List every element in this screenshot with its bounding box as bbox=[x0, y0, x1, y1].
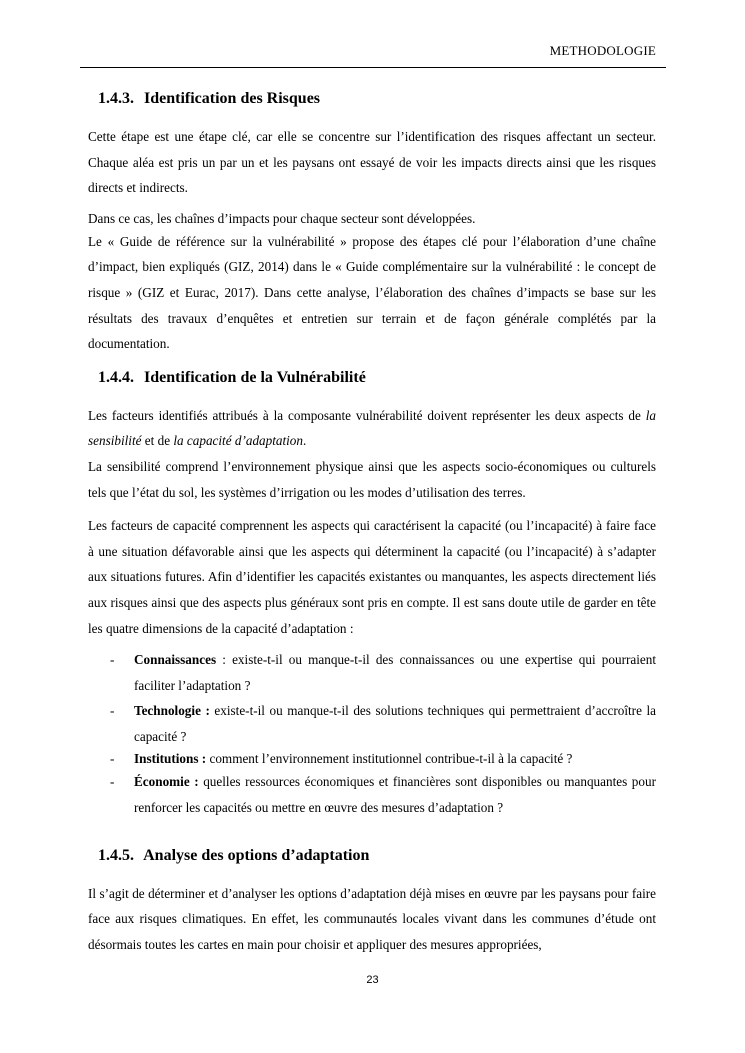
page-number: 23 bbox=[366, 974, 379, 986]
list-term: Connaissances bbox=[134, 652, 217, 668]
text-run: Les facteurs identifiés attribués à la composante vulnérabilité doivent représenter les deux aspects de bbox=[88, 407, 646, 423]
list-dash: - bbox=[110, 652, 115, 668]
header-rule bbox=[80, 67, 666, 68]
page-content bbox=[88, 88, 656, 957]
heading-title: Identification des Risques bbox=[144, 90, 321, 107]
paragraph: Dans ce cas, les chaînes d’impacts pour chaque secteur sont développées. bbox=[88, 210, 476, 226]
list-term: Institutions : bbox=[134, 751, 207, 767]
heading-1-4-4 bbox=[88, 367, 656, 389]
text-run: et de bbox=[141, 433, 174, 449]
dimensions-list bbox=[88, 647, 656, 821]
emphasis-sensibilite: la sensibilité bbox=[88, 407, 656, 449]
heading-title: Identification de la Vulnérabilité bbox=[144, 368, 366, 386]
paragraph: Cette étape est une étape clé, car elle se concentre sur l’identification des risques affectant un secteur. Chaque aléa est pris un par un et les paysans ont essayé de voir les impacts directs ainsi que les risques directs et indirects. bbox=[88, 129, 656, 196]
list-text: quelles ressources économiques et financières sont disponibles ou manquantes pour renforcer les capacités ou mettre en œuvre des mesures d’adaptation ? bbox=[134, 774, 656, 816]
list-dash: - bbox=[110, 774, 115, 790]
list-dash: - bbox=[110, 703, 115, 719]
list-item bbox=[88, 769, 656, 820]
heading-title: Analyse des options d’adaptation bbox=[143, 846, 370, 864]
heading-number: 1.4.4. bbox=[98, 368, 134, 386]
list-dash: - bbox=[110, 751, 115, 767]
running-header: METHODOLOGIE bbox=[549, 43, 656, 58]
paragraph: La sensibilité comprend l’environnement physique ainsi que les aspects socio-économiques ou culturels tels que l’état du sol, les systèmes d’irrigation ou les modes d’utilisation des terres. bbox=[88, 458, 656, 500]
list-item bbox=[88, 647, 656, 698]
heading-number: 1.4.5. bbox=[98, 846, 134, 864]
heading-number: 1.4.3. bbox=[98, 90, 134, 107]
list-term: Technologie : bbox=[134, 703, 210, 719]
paragraph: Les facteurs de capacité comprennent les aspects qui caractérisent la capacité (ou l’incapacité) à faire face à une situation défavorable ainsi que les aspects qui déterminent la capacité (ou l’incapacité) à s’adapter aux situations futures. Afin d’identifier les capacités existantes ou manquantes, les aspects directement liés aux risques ainsi que des aspects plus généraux sont pris en compte. Il est sans doute utile de garder en tête les quatre dimensions de la capacité d’adaptation : bbox=[88, 518, 656, 636]
paragraph bbox=[88, 403, 656, 454]
paragraph: Il s’agit de déterminer et d’analyser les options d’adaptation déjà mises en œuvre par les paysans pour faire face aux risques climatiques. En effet, les communautés locales vivant dans les communes d’étude ont désormais toutes les cartes en main pour choisir et appliquer des mesures appropriées, bbox=[88, 885, 656, 952]
heading-1-4-5 bbox=[88, 845, 656, 867]
list-term: Économie : bbox=[134, 774, 199, 790]
list-text: : existe-t-il ou manque-t-il des connaissances ou une expertise qui pourraient faciliter l’adaptation ? bbox=[134, 652, 656, 693]
list-text: existe-t-il ou manque-t-il des solutions techniques qui permettraient d’accroître la capacité ? bbox=[134, 703, 656, 744]
list-text: comment l’environnement institutionnel contribue-t-il à la capacité ? bbox=[206, 751, 573, 767]
heading-1-4-3 bbox=[88, 88, 656, 110]
list-item bbox=[88, 698, 656, 749]
emphasis-capacite: la capacité d’adaptation bbox=[173, 433, 303, 449]
list-item bbox=[88, 749, 656, 769]
text-run: . bbox=[303, 433, 307, 449]
paragraph: Le « Guide de référence sur la vulnérabilité » propose des étapes clé pour l’élaboration d’une chaîne d’impact, bien expliqués (GIZ, 2014) dans le « Guide complémentaire sur la vulnérabilité : le concept de risque » (GIZ et Eurac, 2017). Dans cette analyse, l’élaboration des chaînes d’impacts se base sur les résultats des travaux d’enquêtes et entretien sur terrain et de façon générale complétés par la documentation. bbox=[88, 233, 656, 352]
